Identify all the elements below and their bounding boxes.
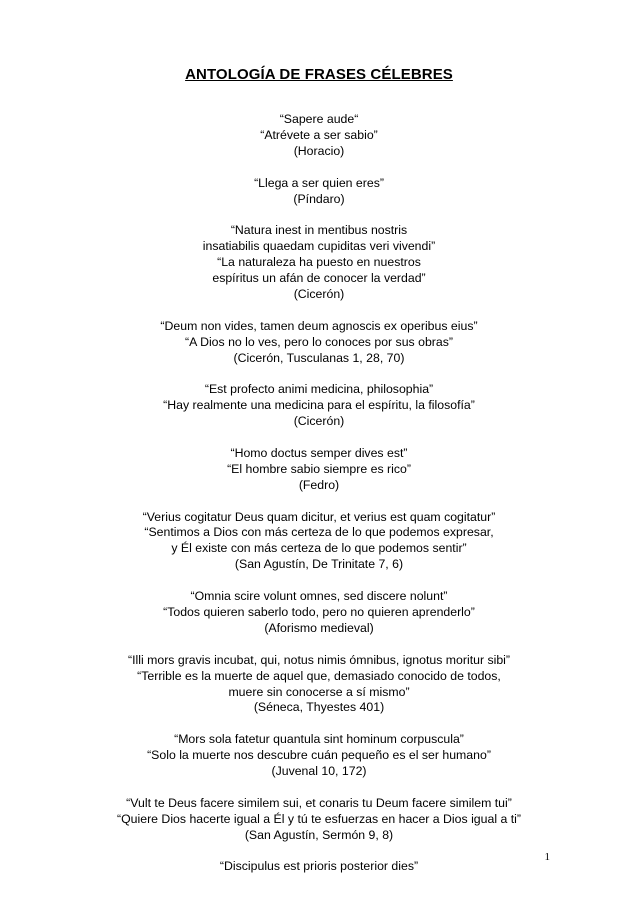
quote-line: “Hay realmente una medicina para el espíritu, la filosofía”	[163, 398, 475, 413]
quote-line: “Homo doctus semper dives est”	[230, 445, 408, 460]
quote-block	[84, 589, 554, 637]
quote-line: (Séneca, Thyestes 401)	[253, 700, 385, 715]
quote-line: “Quiere Dios hacerte igual a Él y tú te esfuerzas en hacer a Dios igual a ti”	[117, 811, 521, 826]
quote-line: espíritus un afán de conocer la verdad”	[212, 271, 426, 286]
quote-line: “Illi mors gravis incubat, qui, notus nimis ómnibus, ignotus moritur sibi”	[127, 652, 511, 667]
quote-line: insatiabilis quaedam cupiditas veri vivendi”	[202, 239, 436, 254]
quote-block	[84, 112, 554, 160]
quote-line: (Aforismo medieval)	[264, 620, 374, 635]
quote-block	[84, 176, 554, 208]
page-number: 1	[544, 851, 550, 863]
quote-line: (Juvenal 10, 172)	[271, 764, 367, 779]
quote-block	[84, 319, 554, 367]
quote-block	[84, 510, 554, 574]
page-title: ANTOLOGÍA DE FRASES CÉLEBRES	[185, 66, 453, 83]
quote-block	[84, 859, 554, 875]
quote-line: “Atrévete a ser sabio”	[260, 127, 378, 142]
quote-block	[84, 446, 554, 494]
quote-line: “A Dios no lo ves, pero lo conoces por sus obras”	[185, 334, 453, 349]
quote-line: y Él existe con más certeza de lo que podemos sentir”	[171, 541, 467, 556]
quote-line: (Píndaro)	[293, 191, 345, 206]
quote-line: muere sin conocerse a sí mismo”	[228, 684, 410, 699]
quote-line: (Cicerón, Tusculanas 1, 28, 70)	[233, 350, 405, 365]
quote-line: (Fedro)	[298, 477, 340, 492]
quote-line: “Natura inest in mentibus nostris	[230, 223, 408, 238]
quote-line: “Mors sola fatetur quantula sint hominum corpuscula”	[174, 732, 464, 747]
quote-line: “Deum non vides, tamen deum agnoscis ex operibus eius”	[160, 318, 478, 333]
quote-block	[84, 732, 554, 780]
quote-line: “Terrible es la muerte de aquel que, demasiado conocido de todos,	[137, 668, 501, 683]
quote-line: “La naturaleza ha puesto en nuestros	[217, 255, 421, 270]
quote-line: “Omnia scire volunt omnes, sed discere nolunt”	[190, 589, 448, 604]
quote-line: (Cicerón)	[293, 286, 345, 301]
quote-line: “Sapere aude“	[279, 112, 359, 126]
quote-line: “El hombre sabio siempre es rico”	[227, 461, 411, 476]
quote-line: (San Agustín, De Trinitate 7, 6)	[234, 557, 404, 572]
quote-line: (San Agustín, Sermón 9, 8)	[244, 827, 394, 842]
quote-line: “Vult te Deus facere similem sui, et conaris tu Deum facere similem tui”	[126, 795, 512, 810]
quote-line: “Sentimos a Dios con más certeza de lo que podemos expresar,	[144, 525, 494, 540]
quote-block	[84, 653, 554, 717]
quote-block	[84, 223, 554, 303]
quote-block	[84, 382, 554, 430]
quote-line: “Todos quieren saberlo todo, pero no quieren aprenderlo”	[163, 604, 475, 619]
quote-line: “Llega a ser quien eres”	[254, 175, 384, 190]
quote-line: “Solo la muerte nos descubre cuán pequeño es el ser humano”	[147, 748, 491, 763]
quote-line: “Est profecto animi medicina, philosophia”	[204, 382, 434, 397]
quote-line: (Horacio)	[293, 143, 345, 158]
quote-line: “Discipulus est prioris posterior dies”	[219, 859, 419, 874]
quote-line: “Verius cogitatur Deus quam dicitur, et verius est quam cogitatur”	[142, 509, 496, 524]
quote-block	[84, 796, 554, 844]
quote-line: (Cicerón)	[293, 414, 345, 429]
quotes-list	[84, 112, 554, 891]
